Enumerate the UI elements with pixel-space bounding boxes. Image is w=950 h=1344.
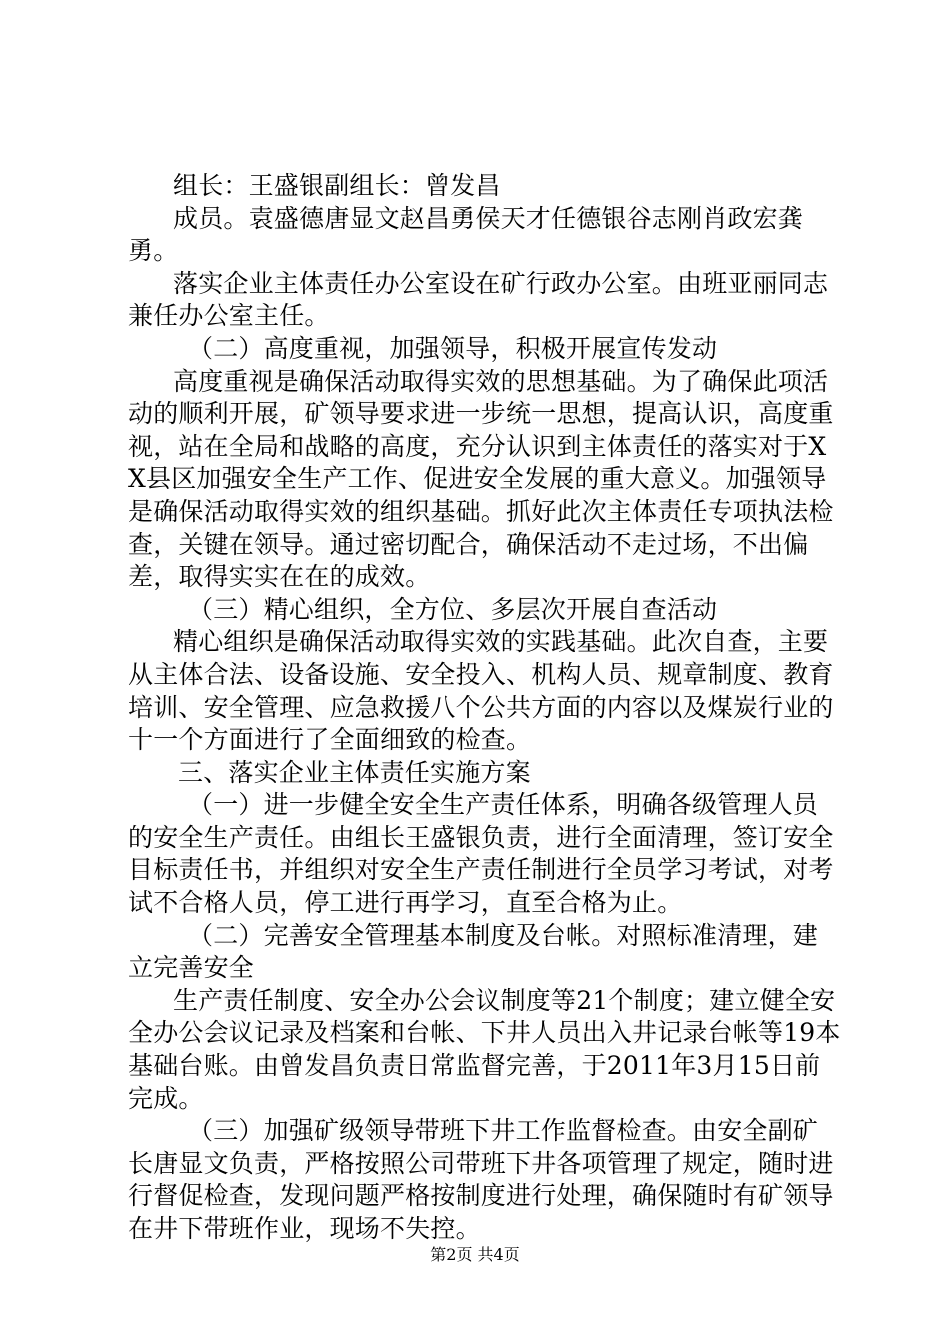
body-paragraph: （二）完善安全管理基本制度及台帐。对照标准清理，建立完善安全 [128,920,819,983]
body-paragraph: 精心组织是确保活动取得实效的实践基础。此次自查，主要从主体合法、设备设施、安全投入、机构人员、规章制度、教育培训、安全管理、应急救援八个公共方面的内容以及煤炭行业的十一个方面进行了全面细致的检查。 [128,627,834,755]
leader-line: 组长：王盛银副组长：曾发昌 [173,171,501,200]
section-heading-3: （三）精心组织，全方位、多层次开展自查活动 [188,594,718,624]
section-heading-2: （二）高度重视，加强领导，积极开展宣传发动 [188,333,718,363]
members-paragraph: 成员。袁盛德唐显文赵昌勇侯天才任德银谷志刚肖政宏龚勇。 [128,203,804,266]
body-paragraph: 高度重视是确保活动取得实效的思想基础。为了确保此项活动的顺利开展，矿领导要求进一步统一思想，提高认识，高度重视，站在全局和战略的高度，充分认识到主体责任的落实对于XX县区加强安全生产工作、促进安全发展的重大意义。加强领导是确保活动取得实效的组织基础。抓好此次主体责任专项执法检查，关键在领导。通过密切配合，确保活动不走过场，不出偏差，取得实实在在的成效。 [128,366,834,592]
chapter-heading: 三、落实企业主体责任实施方案 [178,757,531,787]
office-paragraph: 落实企业主体责任办公室设在矿行政办公室。由班亚丽同志兼任办公室主任。 [128,268,829,331]
body-paragraph: 生产责任制度、安全办公会议制度等21个制度；建立健全安全办公会议记录及档案和台帐、下井人员出入井记录台帐等19本基础台账。由曾发昌负责日常监督完善，于2011年3月15日前完成。 [128,985,841,1113]
body-paragraph: （三）加强矿级领导带班下井工作监督检查。由安全副矿长唐显文负责，严格按照公司带班下井各项管理了规定，随时进行督促检查，发现问题严格按制度进行处理，确保随时有矿领导在井下带班作业，现场不失控。 [128,1116,834,1243]
page-number-footer: 第2页 共4页 [430,1245,520,1264]
body-paragraph: （一）进一步健全安全生产责任体系，明确各级管理人员的安全生产责任。由组长王盛银负责，进行全面清理，签订安全目标责任书，并组织对安全生产责任制进行全员学习考试，对考试不合格人员，停工进行再学习，直至合格为止。 [128,790,834,918]
document-body [128,170,843,1246]
